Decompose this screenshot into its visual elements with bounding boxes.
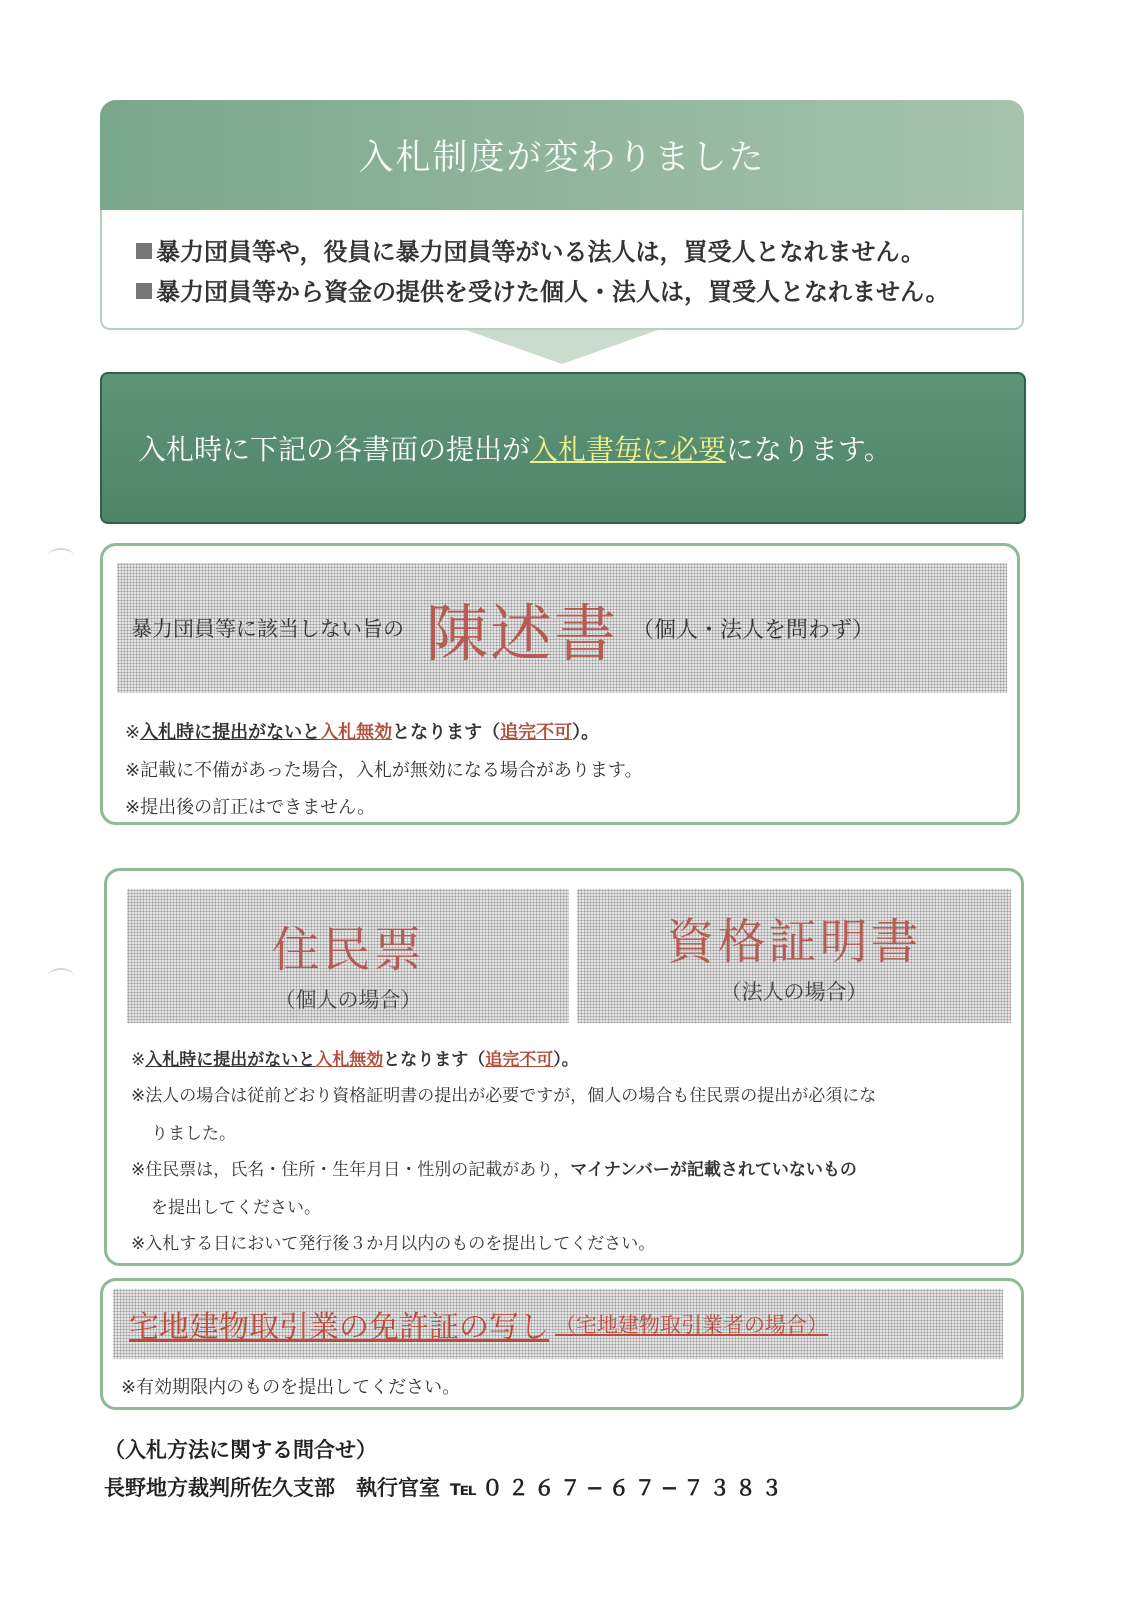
punch-hole-mark bbox=[48, 968, 74, 984]
chinjutsu-note-invalid bbox=[125, 718, 599, 744]
requirement-text bbox=[138, 428, 892, 468]
jumin-band bbox=[127, 889, 569, 1023]
requirement-text-before: 入札時に下記の各書面の提出が bbox=[138, 433, 531, 466]
takken-header-band bbox=[113, 1289, 1003, 1359]
jumin-note-content-line1 bbox=[131, 1155, 857, 1180]
square-bullet-icon bbox=[136, 243, 152, 259]
jumin-note-content-line2: を提出してください。 bbox=[151, 1198, 321, 1218]
note-invalid-emphasis: 入札無効 bbox=[315, 1050, 384, 1070]
title-banner bbox=[100, 100, 1024, 210]
rule-text: 暴力団員等や，役員に暴力団員等がいる法人は，買受人となれません。 bbox=[156, 238, 925, 266]
rule-text: 暴力団員等から資金の提供を受けた個人・法人は，買受人となれません。 bbox=[156, 278, 950, 306]
rules-box bbox=[100, 210, 1024, 330]
note-text: となります（ bbox=[392, 722, 501, 743]
jumin-note-required-line1: ※法人の場合は従前どおり資格証明書の提出が必要ですが，個人の場合も住民票の提出が必須にな bbox=[131, 1086, 877, 1106]
shikaku-title: 資格証明書 bbox=[666, 914, 922, 970]
contact-office: 長野地方裁判所佐久支部 執行官室 bbox=[104, 1476, 440, 1500]
note-text: ）。 bbox=[553, 1050, 579, 1070]
note-mark: ※ bbox=[125, 722, 141, 743]
chinjutsu-scope: （個人・法人を問わず） bbox=[632, 617, 875, 643]
jumin-note-required-line2: りました。 bbox=[151, 1124, 236, 1144]
requirement-emphasis: 入札書毎に必要 bbox=[530, 433, 727, 466]
chinjutsu-section bbox=[100, 543, 1020, 825]
takken-title: 宅地建物取引業の免許証の写し bbox=[129, 1310, 549, 1345]
requirement-text-after: になります。 bbox=[726, 433, 892, 466]
chinjutsu-header-band bbox=[117, 563, 1007, 693]
note-text: ）。 bbox=[572, 722, 600, 743]
rule-item bbox=[136, 272, 1022, 312]
takken-note-valid: ※有効期限内のものを提出してください。 bbox=[121, 1377, 461, 1398]
jumin-note-validity: ※入札する日において発行後３か月以内のものを提出してください。 bbox=[131, 1234, 656, 1254]
contact-heading: （入札方法に関する問合せ） bbox=[104, 1438, 377, 1462]
note-text: 入札時に提出がないと bbox=[145, 1050, 316, 1070]
contact-phone: ℡０２６７−６７−７３８３ bbox=[450, 1476, 788, 1500]
note-invalid-emphasis: 入札無効 bbox=[320, 722, 393, 743]
real-estate-license-section bbox=[100, 1278, 1024, 1410]
page-title: 入札制度が変わりました bbox=[358, 138, 766, 178]
takken-scope: （宅地建物取引業者の場合） bbox=[555, 1313, 828, 1337]
rule-item bbox=[136, 232, 1022, 272]
down-arrow-icon bbox=[466, 330, 658, 364]
jumin-scope: （個人の場合） bbox=[274, 988, 422, 1012]
jumin-title: 住民票 bbox=[271, 922, 425, 978]
shikaku-band bbox=[577, 889, 1011, 1023]
note-text: ※住民票は，氏名・住所・生年月日・性別の記載があり， bbox=[131, 1160, 571, 1180]
chinjutsu-note-no-correction: ※提出後の訂正はできません。 bbox=[125, 797, 376, 818]
requirement-banner bbox=[100, 372, 1026, 524]
square-bullet-icon bbox=[136, 283, 152, 299]
jumin-note-invalid bbox=[131, 1045, 579, 1070]
note-text: 入札時に提出がないと bbox=[140, 722, 321, 743]
residence-certificate-section bbox=[104, 868, 1024, 1266]
chinjutsu-note-defect: ※記載に不備があった場合，入札が無効になる場合があります。 bbox=[125, 760, 643, 781]
note-mark: ※ bbox=[131, 1050, 146, 1070]
contact-line bbox=[104, 1472, 787, 1502]
note-no-supplement-emphasis: 追完不可 bbox=[500, 722, 573, 743]
chinjutsu-title: 陳述書 bbox=[426, 596, 619, 670]
note-mynumber-emphasis: マイナンバーが記載されていないもの bbox=[570, 1160, 857, 1180]
punch-hole-mark bbox=[48, 548, 74, 564]
note-no-supplement-emphasis: 追完不可 bbox=[485, 1050, 554, 1070]
note-text: となります（ bbox=[383, 1050, 486, 1070]
chinjutsu-prefix: 暴力団員等に該当しない旨の bbox=[131, 617, 404, 641]
shikaku-scope: （法人の場合） bbox=[720, 980, 868, 1004]
